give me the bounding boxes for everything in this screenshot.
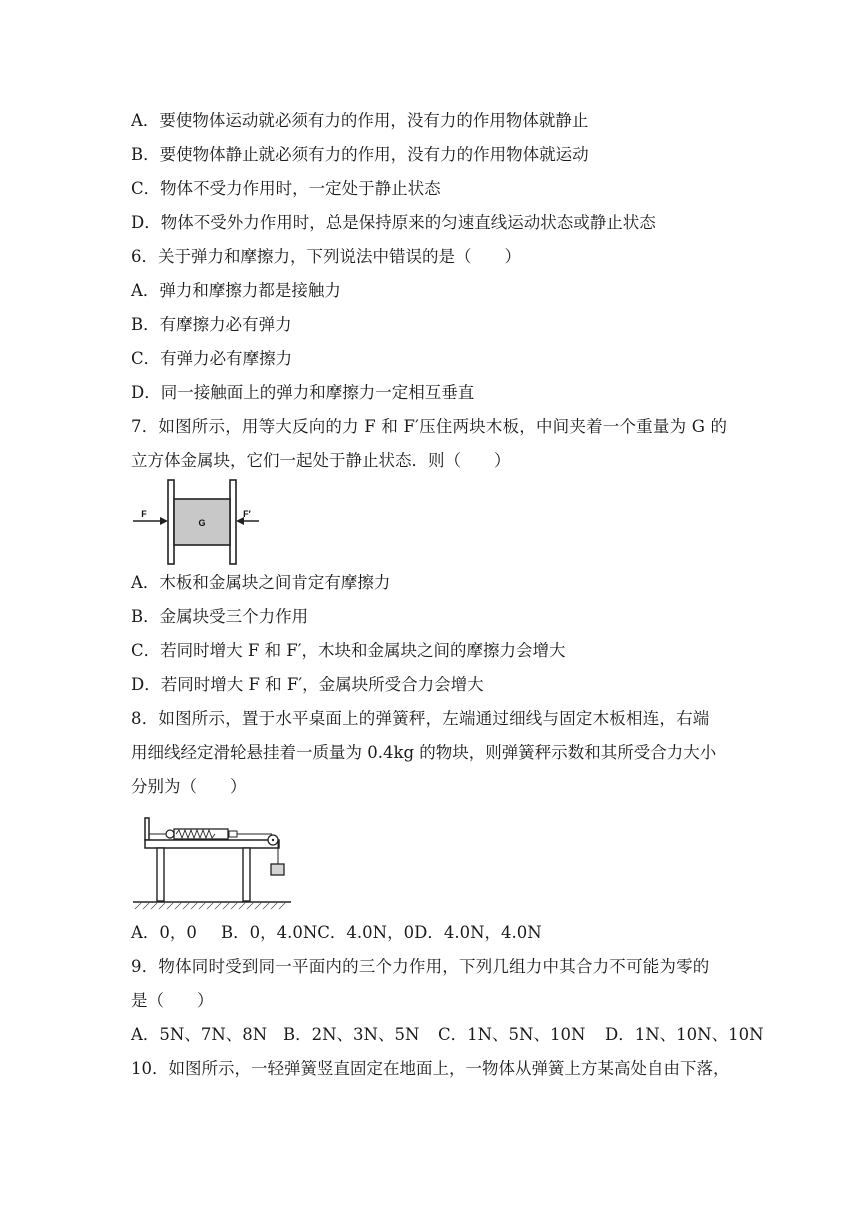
q5-option-b: B．要使物体静止就必须有力的作用，没有力的作用物体就运动 — [131, 145, 589, 164]
q7-stem-line2: 立方体金属块，它们一起处于静止状态．则（ ） — [131, 451, 511, 470]
q8-stem-line1: 8．如图所示，置于水平桌面上的弹簧秤，左端通过细线与固定木板相连，右端 — [131, 709, 710, 728]
tabletop — [145, 840, 279, 848]
q8-figure-table-spring-scale — [131, 810, 291, 914]
q7-figure-boards-and-block — [131, 476, 261, 568]
q9-option-b: B．2N、3N、5N — [283, 1025, 420, 1044]
q8-stem-line3: 分别为（ ） — [131, 777, 247, 796]
q6-option-a: A．弹力和摩擦力都是接触力 — [131, 281, 341, 300]
q8-stem-line2: 用细线经定滑轮悬挂着一质量为 0.4kg 的物块，则弹簧秤示数和其所受合力大小 — [131, 743, 717, 762]
arrow-head-left — [160, 517, 168, 525]
force-label-left: F — [141, 509, 147, 519]
q6-option-b: B．有摩擦力必有弹力 — [131, 315, 292, 334]
q8-option-a: A．0，0 — [131, 923, 197, 942]
scale-hook — [229, 831, 237, 837]
ground-hatch — [135, 903, 285, 909]
table-leg-right — [243, 848, 250, 901]
force-label-right: F′ — [243, 509, 251, 519]
right-board — [230, 480, 236, 564]
scale-ring — [166, 830, 174, 838]
q5-option-d: D．物体不受外力作用时，总是保持原来的匀速直线运动状态或静止状态 — [131, 213, 656, 232]
q5-option-c: C．物体不受力作用时，一定处于静止状态 — [131, 179, 441, 198]
table-leg-left — [157, 848, 164, 901]
q9-stem-line1: 9．物体同时受到同一平面内的三个力作用，下列几组力中其合力不可能为零的 — [131, 957, 710, 976]
q8-options-row — [131, 922, 542, 944]
q6-option-c: C．有弹力必有摩擦力 — [131, 349, 293, 368]
left-board — [168, 480, 174, 564]
q5-option-a: A．要使物体运动就必须有力的作用，没有力的作用物体就静止 — [131, 111, 589, 130]
q7-option-b: B．金属块受三个力作用 — [131, 607, 309, 626]
q10-stem-line1: 10．如图所示，一轻弹簧竖直固定在地面上，一物体从弹簧上方某高处自由下落， — [131, 1059, 730, 1078]
q9-option-a: A．5N、7N、8N — [131, 1025, 268, 1044]
q8-options-bcd: B．0，4.0NC．4.0N，0D．4.0N，4.0N — [221, 923, 542, 942]
q9-option-d: D．1N、10N、10N — [605, 1025, 764, 1044]
q9-options-row — [131, 1024, 764, 1046]
q7-option-a: A．木板和金属块之间肯定有摩擦力 — [131, 573, 391, 592]
q9-option-c: C．1N、5N、10N — [438, 1025, 586, 1044]
q7-option-d: D．若同时增大 F 和 F′，金属块所受合力会增大 — [131, 675, 484, 694]
q7-option-c: C．若同时增大 F 和 F′，木块和金属块之间的摩擦力会增大 — [131, 641, 566, 660]
hanging-block — [271, 864, 284, 875]
fixed-board — [145, 818, 149, 840]
q7-stem-line1: 7．如图所示，用等大反向的力 F 和 F′压住两块木板，中间夹着一个重量为 G 的 — [131, 417, 728, 436]
q6-option-d: D．同一接触面上的弹力和摩擦力一定相互垂直 — [131, 383, 475, 402]
block-label: G — [198, 518, 206, 528]
q6-stem: 6．关于弹力和摩擦力，下列说法中错误的是（ ） — [131, 247, 521, 266]
q9-stem-line2: 是（ ） — [131, 991, 214, 1010]
